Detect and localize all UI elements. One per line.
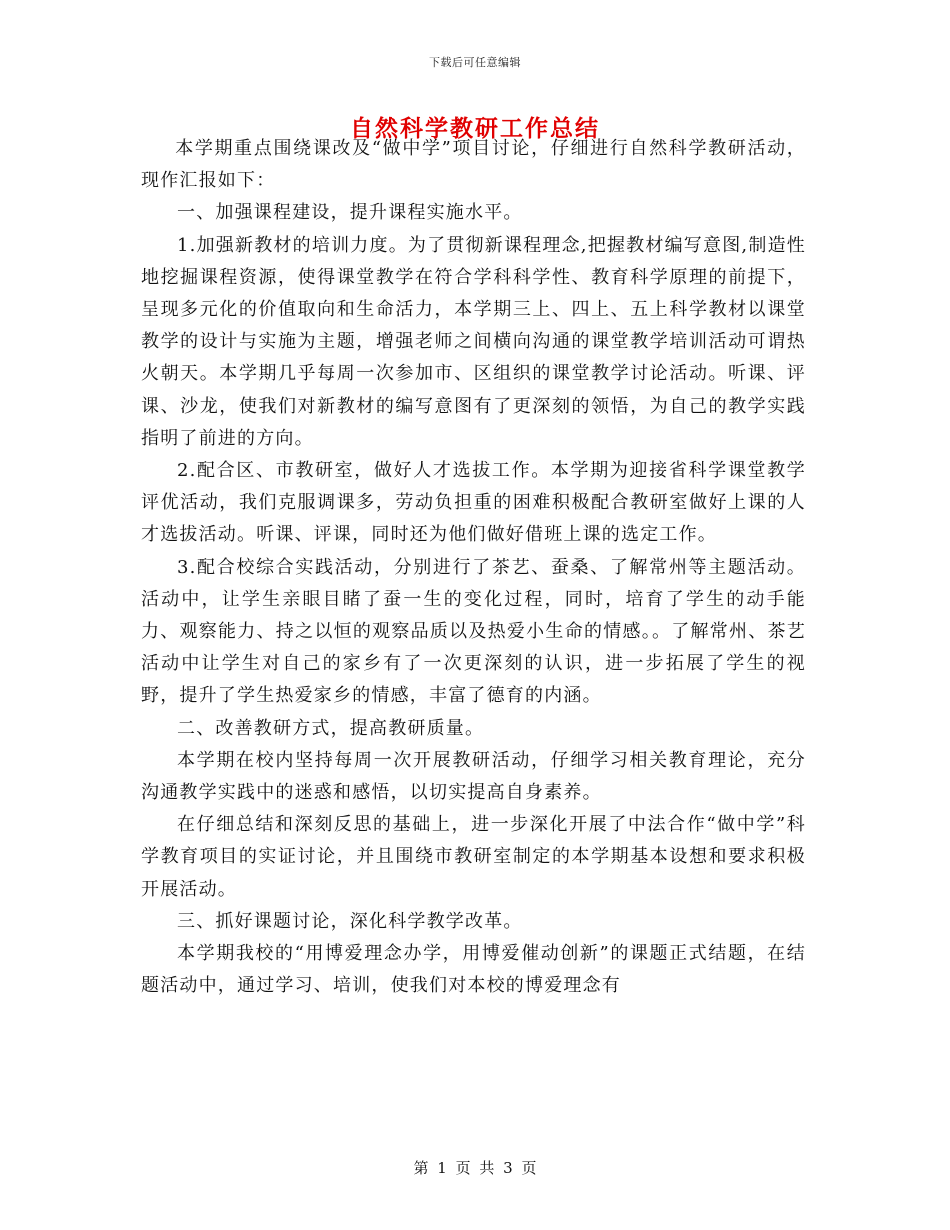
paragraph-item-3: 3.配合校综合实践活动，分别进行了茶艺、蚕桑、了解常州等主题活动。活动中，让学生亲眼目睹了蚕一生的变化过程，同时，培育了学生的动手能力、观察能力、持之以恒的观察品质以及热爱小生命的情感。。了解常州、茶艺活动中让学生对自己的家乡有了一次更深刻的认识，进一步拓展了学生的视野，提升了学生热爱家乡的情感，丰富了德育的内涵。 <box>141 556 806 707</box>
document-title: 自然科学教研工作总结 <box>350 115 600 142</box>
paragraph-project-research: 在仔细总结和深刻反思的基础上，进一步深化开展了中法合作“做中学”科学教育项目的实证讨论，并且围绕市教研室制定的本学期基本设想和要求积极开展活动。 <box>141 814 806 900</box>
paragraph-weekly-research: 本学期在校内坚持每周一次开展教研活动，仔细学习相关教育理论，充分沟通教学实践中的迷惑和感悟，以切实提高自身素养。 <box>141 749 806 804</box>
page-footer: 第 1 页 共 3 页 <box>413 1159 537 1177</box>
section-heading-1: 一、加强课程建设，提升课程实施水平。 <box>177 202 523 224</box>
paragraph-intro: 本学期重点围绕课改及“做中学”项目讨论，仔细进行自然科学教研活动，现作汇报如下： <box>141 138 806 192</box>
section-heading-2: 二、改善教研方式，提高教研质量。 <box>177 717 485 739</box>
header-note: 下载后可任意编辑 <box>429 56 521 69</box>
section-heading-3: 三、抓好课题讨论，深化科学教学改革。 <box>177 910 523 932</box>
paragraph-topic-research: 本学期我校的“用博爱理念办学，用博爱催动创新”的课题正式结题，在结题活动中，通过学习、培训，使我们对本校的博爱理念有 <box>141 943 806 997</box>
document-body <box>141 133 806 1002</box>
paragraph-item-1: 1.加强新教材的培训力度。为了贯彻新课程理念,把握教材编写意图,制造性地挖掘课程资源，使得课堂教学在符合学科科学性、教育科学原理的前提下，呈现多元化的价值取向和生命活力，本学期三上、四上、五上科学教材以课堂教学的设计与实施为主题，增强老师之间横向沟通的课堂教学培训活动可谓热火朝天。本学期几乎每周一次参加市、区组织的课堂教学讨论活动。听课、评课、沙龙，使我们对新教材的编写意图有了更深刻的领悟，为自己的教学实践指明了前进的方向。 <box>141 234 806 449</box>
paragraph-item-2: 2.配合区、市教研室，做好人才选拔工作。本学期为迎接省科学课堂教学评优活动，我们克服调课多，劳动负担重的困难积极配合教研室做好上课的人才选拔活动。听课、评课，同时还为他们做好借班上课的选定工作。 <box>141 460 806 546</box>
